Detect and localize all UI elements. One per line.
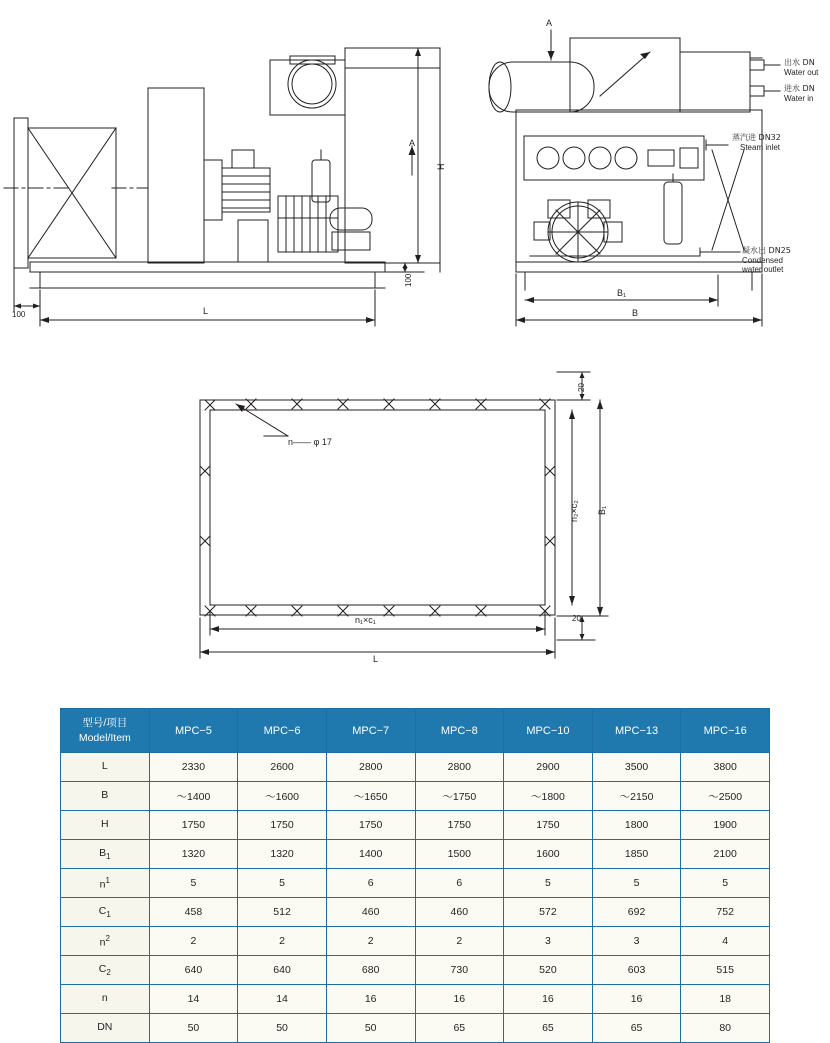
table-cell: 3800 (681, 753, 770, 782)
table-cell: ～1750 (415, 782, 504, 811)
table-header-model-6: MPC−16 (681, 709, 770, 753)
table-cell: 6 (415, 869, 504, 898)
table-cell: ～1650 (326, 782, 415, 811)
table-cell: 2 (326, 927, 415, 956)
table-cell: 1320 (149, 840, 238, 869)
left-view-height-dim: H (436, 163, 446, 170)
table-cell: 603 (592, 956, 681, 985)
table-cell: 16 (504, 985, 593, 1014)
table-cell: 1850 (592, 840, 681, 869)
table-row (61, 840, 770, 869)
table-cell: 2 (238, 927, 327, 956)
row-label: B (61, 782, 150, 811)
table-cell: ～2150 (592, 782, 681, 811)
row-label: $C_2$ (61, 956, 150, 985)
table-cell: 692 (592, 898, 681, 927)
table-cell: 50 (149, 1014, 238, 1043)
row-label: $B_1$ (61, 840, 150, 869)
table-cell: 3 (504, 927, 593, 956)
table-body (61, 753, 770, 1043)
table-row (61, 869, 770, 898)
table-cell: 2800 (326, 753, 415, 782)
table-cell: 512 (238, 898, 327, 927)
table-header-model-item (61, 709, 150, 753)
left-view-length-dim: L (203, 306, 209, 316)
table-cell: 16 (415, 985, 504, 1014)
table-cell: 1750 (149, 811, 238, 840)
table-cell: 458 (149, 898, 238, 927)
table-cell: ～1800 (504, 782, 593, 811)
table-row (61, 898, 770, 927)
table-cell: 5 (149, 869, 238, 898)
table-cell: 1600 (504, 840, 593, 869)
left-view-section-mark-a: A (409, 138, 416, 148)
table-cell: 752 (681, 898, 770, 927)
table-cell: 65 (504, 1014, 593, 1043)
table-row (61, 927, 770, 956)
plan-l-dim: L (373, 654, 379, 664)
table-row (61, 956, 770, 985)
callout-steam-inlet-cn: 蒸汽进 DN32 (732, 133, 781, 142)
table-cell: 16 (592, 985, 681, 1014)
table-cell: 5 (592, 869, 681, 898)
table-row (61, 985, 770, 1014)
table-cell: ～2500 (681, 782, 770, 811)
table-cell: 50 (326, 1014, 415, 1043)
right-view-section-mark-a: A (546, 18, 553, 28)
table-cell: 3 (592, 927, 681, 956)
row-label: L (61, 753, 150, 782)
table-cell: 6 (326, 869, 415, 898)
right-view-b1-dim: B₁ (617, 288, 627, 298)
table-cell: 5 (238, 869, 327, 898)
table-cell: 520 (504, 956, 593, 985)
callout-water-out-cn: 出水 DN (784, 58, 815, 67)
plan-b1-dim: B₁ (597, 505, 607, 515)
table-cell: 4 (681, 927, 770, 956)
table-cell: ～1400 (149, 782, 238, 811)
table-cell: 5 (504, 869, 593, 898)
callout-water-out-en: Water out (784, 68, 819, 77)
table-cell: 1800 (592, 811, 681, 840)
table-cell: 2100 (681, 840, 770, 869)
table-cell: 680 (326, 956, 415, 985)
table-cell: 5 (681, 869, 770, 898)
row-label: DN (61, 1014, 150, 1043)
table-cell: 16 (326, 985, 415, 1014)
table-cell: 3500 (592, 753, 681, 782)
row-label: H (61, 811, 150, 840)
right-view-b-dim: B (632, 308, 639, 318)
table-header-row (61, 709, 770, 753)
row-label: n (61, 985, 150, 1014)
plan-n1c1-dim: n₁×c₁ (355, 615, 376, 625)
table-header-model-0: MPC−5 (149, 709, 238, 753)
table-header-model-item-cn: 型号/项目 (82, 717, 128, 730)
table-header-model-item-en: Model/Item (78, 731, 131, 744)
left-view-base-offset-dim: 100 (12, 310, 26, 319)
table-cell: 2 (415, 927, 504, 956)
callout-water-in-en: Water in (784, 94, 814, 103)
table-cell: 14 (149, 985, 238, 1014)
spec-table-container (60, 708, 770, 1043)
table-cell: 1500 (415, 840, 504, 869)
table-cell: 2900 (504, 753, 593, 782)
table-cell: 1320 (238, 840, 327, 869)
table-cell: 50 (238, 1014, 327, 1043)
table-cell: 640 (149, 956, 238, 985)
table-cell: 18 (681, 985, 770, 1014)
table-cell: 65 (415, 1014, 504, 1043)
row-label: $n^1$ (61, 869, 150, 898)
callout-steam-inlet-en: Steam inlet (740, 143, 781, 152)
plan-top-20-dim: 20 (577, 383, 586, 392)
table-cell: 1750 (326, 811, 415, 840)
table-header-model-3: MPC−8 (415, 709, 504, 753)
table-cell: 515 (681, 956, 770, 985)
table-cell: 2800 (415, 753, 504, 782)
callout-condensed-outlet-cn: 凝水出 DN25 (742, 246, 791, 255)
table-cell: 2600 (238, 753, 327, 782)
table-cell: 1750 (504, 811, 593, 840)
table-row (61, 811, 770, 840)
callout-water-in-cn: 进水 DN (784, 84, 815, 93)
plan-hole-note: n—— φ 17 (288, 437, 332, 447)
table-cell: 460 (415, 898, 504, 927)
table-cell: ～1600 (238, 782, 327, 811)
plan-n2c2-dim: n₂×c₂ (569, 500, 579, 522)
table-cell: 640 (238, 956, 327, 985)
callout-condensed-outlet-en: Condensed water outlet (742, 256, 784, 275)
table-row (61, 1014, 770, 1043)
row-label: $C_1$ (61, 898, 150, 927)
table-cell: 1750 (415, 811, 504, 840)
table-cell: 2 (149, 927, 238, 956)
table-header-model-1: MPC−6 (238, 709, 327, 753)
table-header-model-4: MPC−10 (504, 709, 593, 753)
table-cell: 1900 (681, 811, 770, 840)
table-cell: 572 (504, 898, 593, 927)
table-row (61, 753, 770, 782)
table-cell: 730 (415, 956, 504, 985)
table-header-model-2: MPC−7 (326, 709, 415, 753)
table-cell: 65 (592, 1014, 681, 1043)
left-view-base-height-dim: 100 (404, 273, 413, 287)
table-cell: 14 (238, 985, 327, 1014)
plan-bottom-20-dim: 20 (572, 614, 581, 623)
spec-table (60, 708, 770, 1043)
table-row (61, 782, 770, 811)
table-cell: 2330 (149, 753, 238, 782)
table-cell: 80 (681, 1014, 770, 1043)
row-label: $n^2$ (61, 927, 150, 956)
table-cell: 460 (326, 898, 415, 927)
table-cell: 1400 (326, 840, 415, 869)
table-header-model-5: MPC−13 (592, 709, 681, 753)
table-cell: 1750 (238, 811, 327, 840)
